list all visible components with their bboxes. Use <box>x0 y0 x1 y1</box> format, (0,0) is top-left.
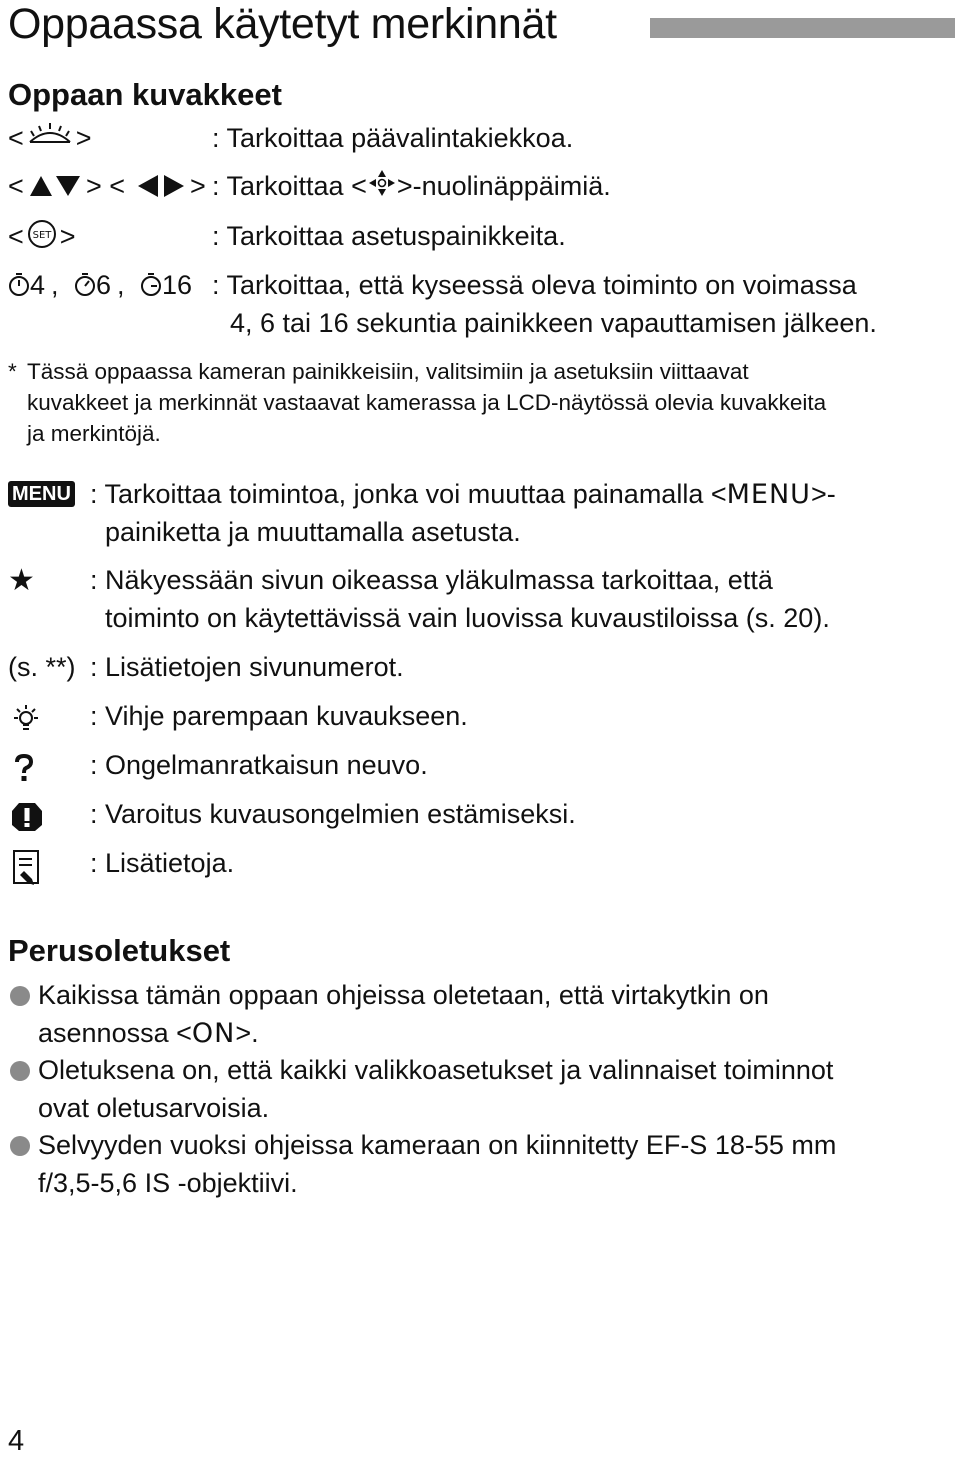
list-item: Kaikissa tämän oppaan ohjeissa oletetaan, että virtakytkin on asennossa <ON>. <box>0 976 960 1056</box>
menu-desc-line1: : Tarkoittaa toimintoa, jonka voi muuttaa painamalla <MENU>- <box>90 479 836 510</box>
star-icon: ★ <box>8 564 35 597</box>
footnote-line: ja merkintöjä. <box>27 421 161 446</box>
page-title: Oppaassa käytetyt merkinnät <box>8 0 557 48</box>
icon-row-timers <box>8 267 877 338</box>
menu-badge-icon: MENU <box>8 481 75 507</box>
caution-icon <box>10 801 44 833</box>
menu-desc-line2: painiketta ja muuttamalla asetusta. <box>105 517 521 547</box>
question-icon <box>12 753 36 783</box>
section-heading-icons: Oppaan kuvakkeet <box>8 77 282 112</box>
row-desc: : Tarkoittaa päävalintakiekkoa. <box>212 123 574 153</box>
arrow-keys-icon: < > < > <box>8 171 206 201</box>
supplement-desc: : Lisätietoja. <box>90 848 235 878</box>
row-desc: : Tarkoittaa asetuspainikkeita. <box>212 221 566 251</box>
row-desc-line2: 4, 6 tai 16 sekuntia painikkeen vapauttamisen jälkeen. <box>230 308 877 338</box>
timer-icon <box>74 272 96 298</box>
memo-icon <box>12 849 42 887</box>
list-item: Oletuksena on, että kaikki valikkoasetukset ja valinnaiset toiminnot ovat oletusarvoisia. <box>0 1051 960 1131</box>
page-number: 4 <box>8 1425 25 1457</box>
bullet-icon <box>10 1136 30 1156</box>
row-desc: : Tarkoittaa < >-nuolinäppäimiä. <box>212 168 611 207</box>
bullet-icon <box>10 1061 30 1081</box>
star-desc-line2: toiminto on käytettävissä vain luovissa kuvaustiloissa (s. 20). <box>105 603 830 633</box>
symbol-row-menu <box>8 476 836 547</box>
svg-text:SET: SET <box>32 230 52 241</box>
timer-icon <box>8 272 30 298</box>
lightbulb-icon <box>10 704 42 734</box>
list-item: Selvyyden vuoksi ohjeissa kameraan on kiinnitetty EF-S 18-55 mm f/3,5-5,6 IS -objektiivi. <box>0 1126 960 1206</box>
tip-desc: : Vihje parempaan kuvaukseen. <box>90 701 468 731</box>
footnote-asterisk: * <box>8 359 17 384</box>
set-button-icon <box>24 218 60 259</box>
symbol-row-star <box>8 562 830 633</box>
timer-icons: 4 , 6 , 16 <box>8 267 208 303</box>
cross-keys-icon <box>367 168 397 207</box>
timer-icon <box>140 272 162 298</box>
title-rule <box>650 18 955 38</box>
icon-row-main-dial: < > : Tarkoittaa päävalintakiekkoa. <box>8 120 92 159</box>
footnote-line: Tässä oppaassa kameran painikkeisiin, valitsimiin ja asetuksiin viittaavat <box>27 359 749 384</box>
icon-row-arrow-keys <box>8 168 611 213</box>
section-heading-defaults: Perusoletukset <box>8 933 231 968</box>
symbol-row-page-ref <box>8 649 404 686</box>
icon-row-set: < SET > : Tarkoittaa asetuspainikkeita. <box>8 218 76 259</box>
trouble-desc: : Ongelmanratkaisun neuvo. <box>90 750 428 780</box>
main-dial-icon <box>24 120 76 159</box>
page-ref-label: (s. **) <box>8 652 76 682</box>
bullet-icon <box>10 986 30 1006</box>
footnote-line: kuvakkeet ja merkinnät vastaavat kamerassa ja LCD-näytössä olevia kuvakkeita <box>27 390 827 415</box>
page-ref-desc: : Lisätietojen sivunumerot. <box>90 652 404 682</box>
caution-desc: : Varoitus kuvausongelmien estämiseksi. <box>90 799 576 829</box>
star-desc-line1: : Näkyessään sivun oikeassa yläkulmassa tarkoittaa, että <box>90 565 773 595</box>
row-desc-line1: : Tarkoittaa, että kyseessä oleva toiminto on voimassa <box>212 270 857 300</box>
